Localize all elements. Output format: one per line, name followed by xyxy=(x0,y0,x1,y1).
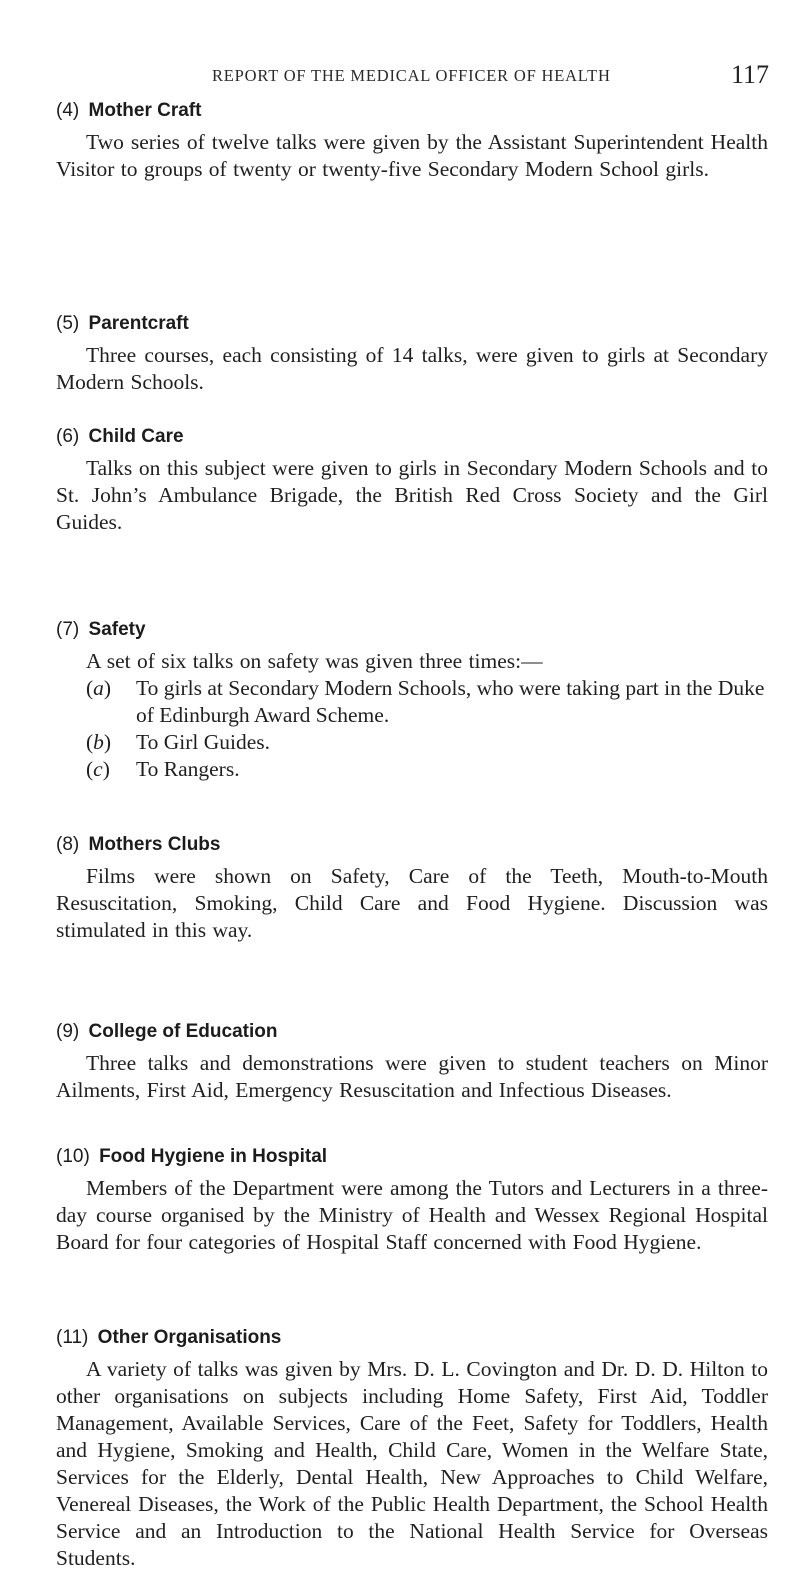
section-heading xyxy=(56,617,768,643)
section-number: (5) xyxy=(56,313,80,334)
section-title: Parentcraft xyxy=(88,313,189,334)
section-number: (11) xyxy=(56,1327,89,1348)
section-paragraph: A variety of talks was given by Mrs. D. L. Covington and Dr. D. D. Hilton to other organisations on subjects including Home Safety, First Aid, Toddler Management, Available Services, Care of the Feet, Safety for Toddlers, Health and Hygiene, Smoking and Health, Child Care, Women in the Welfare State, Services for the Elderly, Dental Health, New Approaches to Child Welfare, Venereal Diseases, the Work of the Public Health Department, the School Health Service and an Introduction to the National Health Service for Overseas Students. xyxy=(56,1357,768,1570)
section-other-organisations xyxy=(56,1325,768,1572)
section-paragraph: Three talks and demonstrations were given to student teachers on Minor Ailments, First Aid, Emergency Resuscitation and Infectious Diseases. xyxy=(56,1051,768,1102)
list-item-label: (a) xyxy=(86,676,112,700)
section-title: Mothers Clubs xyxy=(88,834,221,855)
section-paragraph: Three courses, each consisting of 14 talks, were given to girls at Secondary Modern Schools. xyxy=(56,343,768,394)
section-paragraph: Two series of twelve talks were given by the Assistant Superintendent Health Visitor to groups of twenty or twenty-five Secondary Modern School girls. xyxy=(56,130,768,181)
section-heading xyxy=(56,1325,768,1351)
section-number: (9) xyxy=(56,1021,80,1042)
section-number: (8) xyxy=(56,834,80,855)
safety-list xyxy=(56,675,768,783)
section-heading xyxy=(56,98,768,124)
section-title: Safety xyxy=(88,619,146,640)
header-title: REPORT OF THE MEDICAL OFFICER OF HEALTH xyxy=(212,66,611,85)
section-title: Food Hygiene in Hospital xyxy=(99,1146,328,1167)
section-safety xyxy=(56,617,768,832)
list-item xyxy=(56,729,768,756)
running-header xyxy=(0,60,800,100)
section-number: (10) xyxy=(56,1146,90,1167)
section-number: (4) xyxy=(56,100,80,121)
list-item xyxy=(56,675,768,729)
section-title: Other Organisations xyxy=(97,1327,282,1348)
list-item-label: (b) xyxy=(86,730,112,754)
section-paragraph: Talks on this subject were given to girls in Secondary Modern Schools and to St. John’s Ambulance Brigade, the British Red Cross Society and the Girl Guides. xyxy=(56,456,768,534)
list-item-text: To Rangers. xyxy=(136,757,240,781)
list-item xyxy=(56,756,768,783)
list-item-label: (c) xyxy=(86,757,110,781)
section-child-care xyxy=(56,424,768,617)
section-title: Child Care xyxy=(88,426,184,447)
section-paragraph: A set of six talks on safety was given three times:— xyxy=(86,649,543,673)
section-mothers-clubs xyxy=(56,832,768,1019)
section-paragraph: Films were shown on Safety, Care of the Teeth, Mouth-to-Mouth Resuscitation, Smoking, Child Care and Food Hygiene. Discussion was stimulated in this way. xyxy=(56,864,768,942)
section-heading xyxy=(56,1144,768,1170)
document-body xyxy=(56,98,768,1572)
section-title: Mother Craft xyxy=(88,100,202,121)
list-item-text: To girls at Secondary Modern Schools, who were taking part in the Duke of Edinburgh Award Scheme. xyxy=(136,676,765,727)
section-number: (6) xyxy=(56,426,80,447)
section-heading xyxy=(56,311,768,337)
section-number: (7) xyxy=(56,619,80,640)
section-heading xyxy=(56,424,768,450)
section-paragraph: Members of the Department were among the Tutors and Lecturers in a three-day course organised by the Ministry of Health and Wessex Regional Hospital Board for four categories of Hospital Staff concerned with Food Hygiene. xyxy=(56,1176,768,1254)
section-heading xyxy=(56,1019,768,1045)
section-title: College of Education xyxy=(88,1021,278,1042)
section-food-hygiene-in-hospital xyxy=(56,1144,768,1325)
section-parentcraft xyxy=(56,311,768,424)
section-heading xyxy=(56,832,768,858)
list-item-text: To Girl Guides. xyxy=(136,730,271,754)
page-number: 117 xyxy=(731,60,770,89)
section-mother-craft xyxy=(56,98,768,311)
section-college-of-education xyxy=(56,1019,768,1144)
